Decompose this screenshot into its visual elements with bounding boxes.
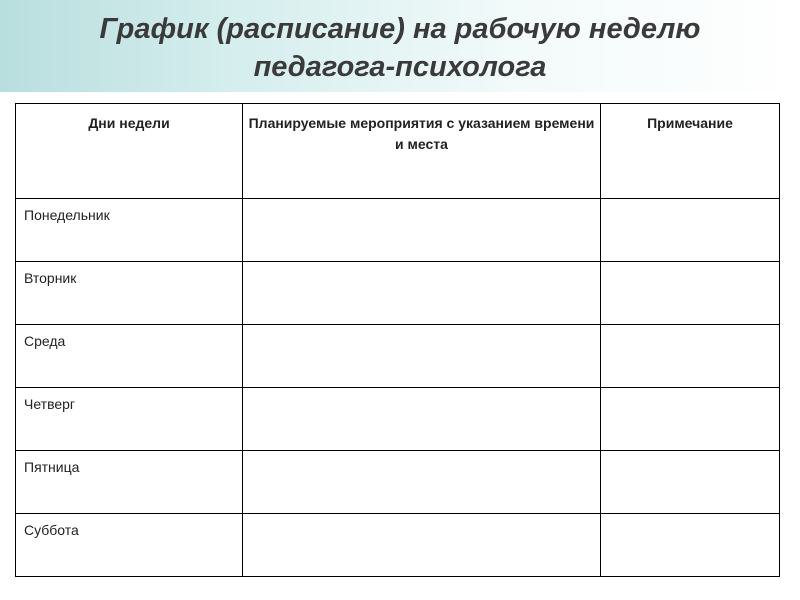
events-cell[interactable] (243, 514, 601, 577)
note-cell[interactable] (601, 262, 780, 325)
header-planned-events: Планируемые мероприятия с указанием времени и места (243, 104, 601, 199)
note-cell[interactable] (601, 199, 780, 262)
table-row (16, 451, 780, 514)
day-cell: Суббота (16, 514, 243, 577)
events-cell[interactable] (243, 262, 601, 325)
day-cell: Понедельник (16, 199, 243, 262)
table-row (16, 514, 780, 577)
page-title-line1: График (расписание) на рабочую неделю (99, 13, 701, 45)
day-cell: Четверг (16, 388, 243, 451)
page-title (0, 10, 800, 86)
table-header-row (16, 104, 780, 199)
table-row (16, 388, 780, 451)
events-cell[interactable] (243, 199, 601, 262)
table-row (16, 199, 780, 262)
schedule-table (15, 103, 780, 577)
events-cell[interactable] (243, 388, 601, 451)
note-cell[interactable] (601, 451, 780, 514)
day-cell: Пятница (16, 451, 243, 514)
table-row (16, 262, 780, 325)
note-cell[interactable] (601, 325, 780, 388)
note-cell[interactable] (601, 514, 780, 577)
day-cell: Среда (16, 325, 243, 388)
note-cell[interactable] (601, 388, 780, 451)
events-cell[interactable] (243, 451, 601, 514)
header-days: Дни недели (16, 104, 243, 199)
events-cell[interactable] (243, 325, 601, 388)
day-cell: Вторник (16, 262, 243, 325)
page-title-line2: педагога-психолога (253, 51, 547, 83)
header-note: Примечание (601, 104, 780, 199)
table-row (16, 325, 780, 388)
